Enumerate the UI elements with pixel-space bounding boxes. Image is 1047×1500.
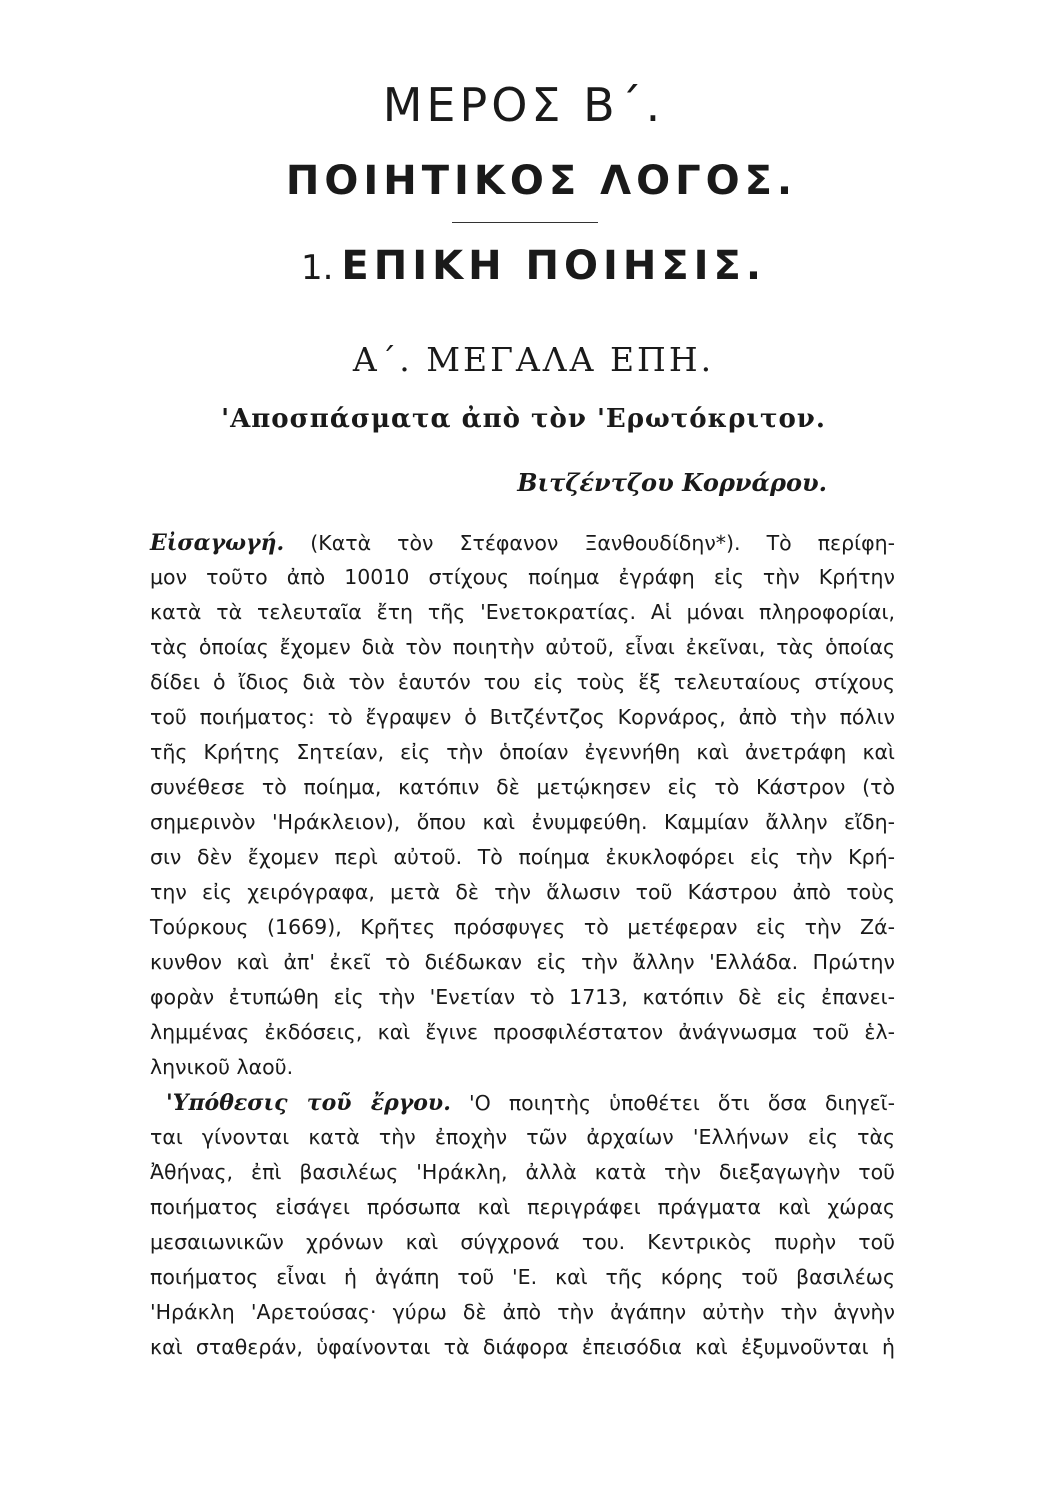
intro-line: (Κατὰ τὸν Στέφανον Ξανθουδίδην*). Τὸ περίφη- [310, 531, 895, 555]
intro-line: φορὰν ἐτυπώθη εἰς τὴν 'Ενετίαν τὸ 1713, κατόπιν δὲ εἰς ἐπανει- [150, 985, 895, 1009]
plot-line: 'Ηράκλη 'Αρετούσας· γύρω δὲ ἀπὸ τὴν ἀγάπην αὐτὴν τὴν ἁγνὴν [150, 1300, 895, 1324]
plot-line: ται γίνονται κατὰ τὴν ἐποχὴν τῶν ἀρχαίων 'Ελλήνων εἰς τὰς [150, 1125, 895, 1149]
plot-line: ποιήματος εἶναι ἡ ἀγάπη τοῦ 'Ε. καὶ τῆς κόρης τοῦ βασιλέως [150, 1265, 895, 1289]
excerpt-title: 'Αποσπάσματα ἀπὸ τὸν 'Ερωτόκριτον. [221, 404, 826, 434]
part-heading: ΜΕΡΟΣ Β΄. [382, 78, 665, 132]
plot-line: 'Ο ποιητὴς ὑποθέτει ὅτι ὅσα διηγεῖ- [468, 1091, 895, 1115]
section-heading: ΠΟΙΗΤΙΚΟΣ ΛΟΓΟΣ. [285, 158, 798, 204]
intro-line: δίδει ὁ ἴδιος διὰ τὸν ἑαυτόν του εἰς τοὺς ἕξ τελευταίους στίχους [150, 670, 895, 694]
intro-line: σημερινὸν 'Ηράκλειον), ὅπου καὶ ἐνυμφεύθη. Καμμίαν ἄλλην εἴδη- [150, 810, 895, 834]
plot-first-line [166, 1090, 895, 1123]
intro-line: τῆς Κρήτης Σητείαν, εἰς τὴν ὁποίαν ἐγεννήθη καὶ ἀνετράφη καὶ [150, 740, 895, 764]
chapter-heading: Α΄. ΜΕΓΑΛΑ ΕΠΗ. [352, 340, 715, 379]
intro-first-line [150, 530, 895, 563]
plot-lead: 'Υπόθεσις τοῦ ἔργου. [166, 1090, 451, 1116]
subsection-number: 1. [300, 248, 334, 288]
intro-line: κατὰ τὰ τελευταῖα ἔτη τῆς 'Ενετοκρατίας. Αἱ μόναι πληροφορίαι, [150, 600, 895, 624]
intro-line: τὰς ὁποίας ἔχομεν διὰ τὸν ποιητὴν αὐτοῦ, εἶναι ἐκεῖναι, τὰς ὁποίας [150, 635, 895, 659]
intro-line: τοῦ ποιήματος: τὸ ἔγραψεν ὁ Βιτζέντζος Κορνάρος, ἀπὸ τὴν πόλιν [150, 705, 895, 729]
plot-line: καὶ σταθεράν, ὑφαίνονται τὰ διάφορα ἐπεισόδια καὶ ἐξυμνοῦνται ἡ [150, 1335, 895, 1359]
intro-line: την εἰς χειρόγραφα, μετὰ δὲ τὴν ἅλωσιν τοῦ Κάστρου ἀπὸ τοὺς [150, 880, 895, 904]
intro-line: σιν δὲν ἔχομεν περὶ αὐτοῦ. Τὸ ποίημα ἐκυκλοφόρει εἰς τὴν Κρή- [150, 845, 895, 869]
subsection-heading [10, 243, 1047, 289]
intro-line: λημμένας ἐκδόσεις, καὶ ἔγινε προσφιλέστατον ἀνάγνωσμα τοῦ ἑλ- [150, 1020, 895, 1044]
intro-lead: Εἰσαγωγή. [150, 530, 285, 556]
intro-line: ληνικοῦ λαοῦ. [150, 1055, 294, 1079]
subsection-title: ΕΠΙΚΗ ΠΟΙΗΣΙΣ. [341, 243, 767, 289]
plot-line: μεσαιωνικῶν χρόνων καὶ σύγχρονά του. Κεντρικὸς πυρὴν τοῦ [150, 1230, 895, 1254]
author-name: Βιτζέντζου Κορνάρου. [517, 468, 827, 497]
intro-line: συνέθεσε τὸ ποίημα, κατόπιν δὲ μετῴκησεν εἰς τὸ Κάστρον (τὸ [150, 775, 895, 799]
intro-line: κυνθον καὶ ἀπ' ἐκεῖ τὸ διέδωκαν εἰς τὴν ἄλλην 'Ελλάδα. Πρώτην [150, 950, 895, 974]
plot-line: ποιήματος εἰσάγει πρόσωπα καὶ περιγράφει πράγματα καὶ χώρας [150, 1195, 895, 1219]
plot-line: Ἀθήνας, ἐπὶ βασιλέως 'Ηράκλη, ἀλλὰ κατὰ τὴν διεξαγωγὴν τοῦ [150, 1160, 895, 1184]
intro-line: Τούρκους (1669), Κρῆτες πρόσφυγες τὸ μετέφεραν εἰς τὴν Ζά- [150, 915, 895, 939]
heading-divider [452, 222, 598, 223]
intro-line: μον τοῦτο ἀπὸ 10010 στίχους ποίημα ἐγράφη εἰς τὴν Κρήτην [150, 565, 895, 589]
